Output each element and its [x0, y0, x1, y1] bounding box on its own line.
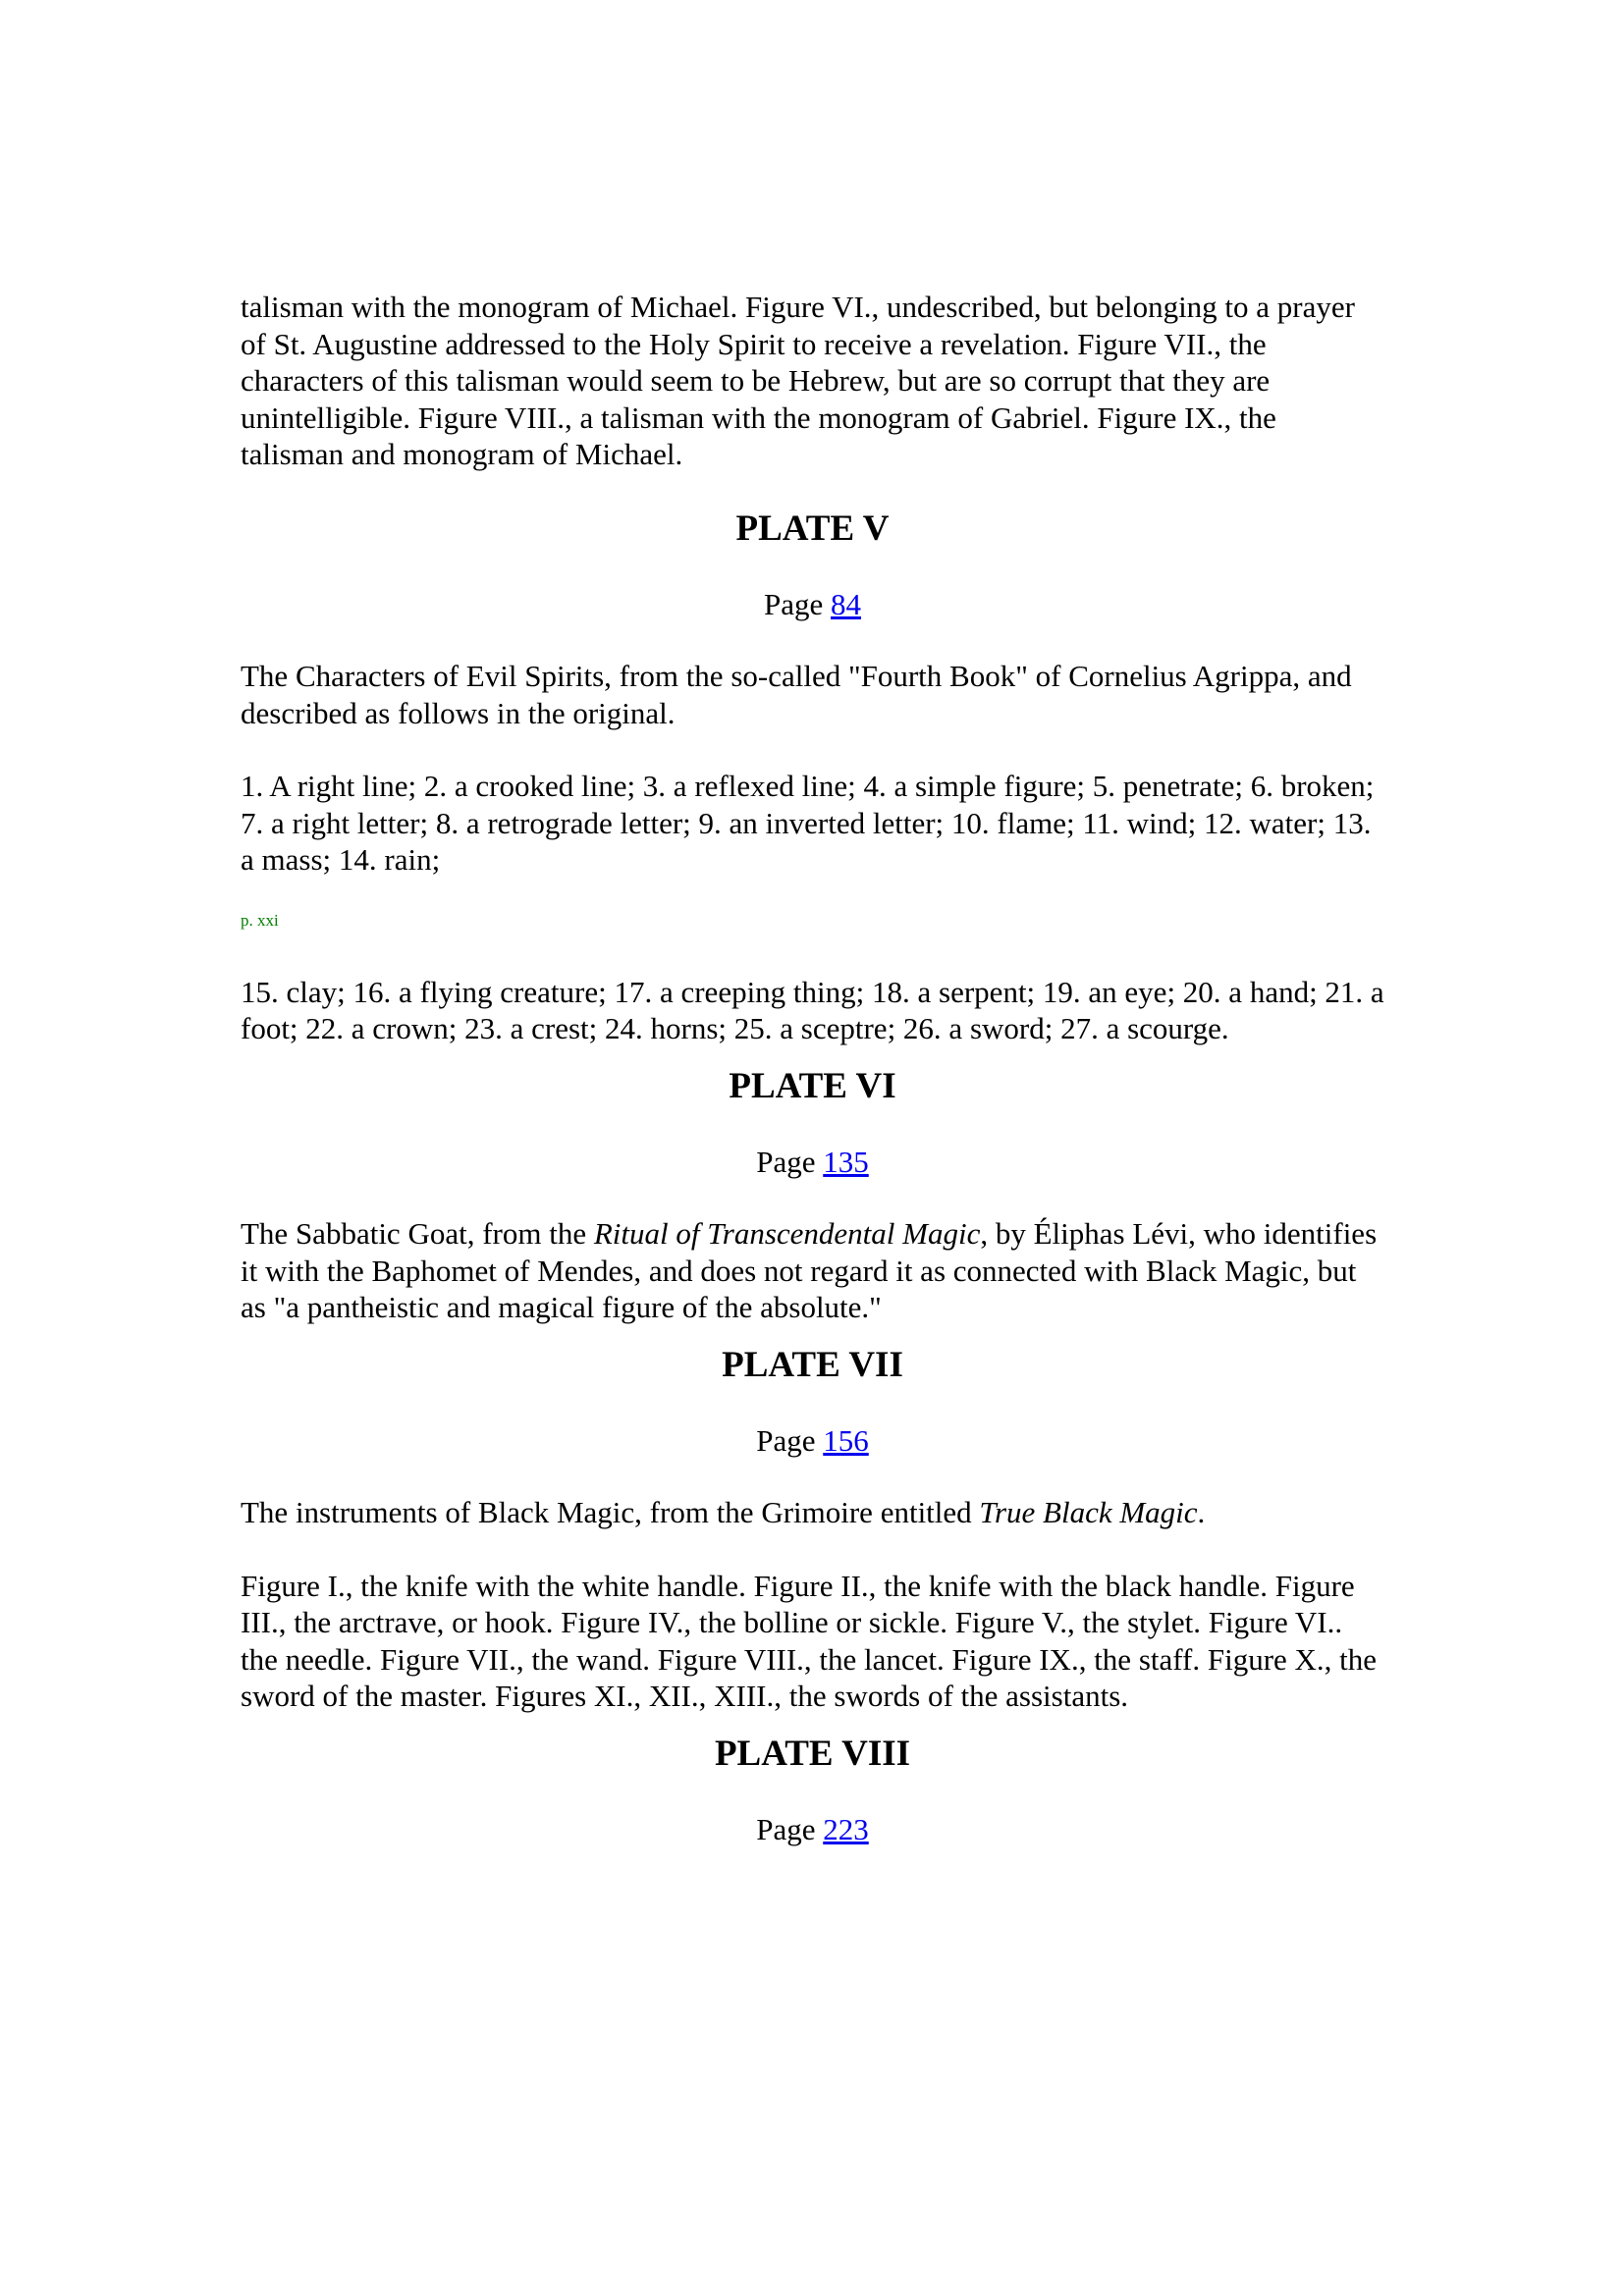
plate-6-description: [241, 1215, 1384, 1326]
page-label: Page: [756, 1144, 816, 1179]
plate-5-page-ref: [241, 586, 1384, 623]
page-223-link[interactable]: 223: [823, 1811, 869, 1846]
plate-8-heading: PLATE VIII: [714, 1733, 911, 1774]
plate-8-page-ref: [241, 1811, 1384, 1848]
page-156-link[interactable]: 156: [823, 1422, 869, 1458]
plate-6-page-ref: [241, 1144, 1384, 1181]
plate-7-description: [241, 1494, 1384, 1531]
plate-7-text-a: The instruments of Black Magic, from the Grimoire entitled: [241, 1495, 980, 1529]
page-label: Page: [756, 1811, 816, 1846]
plate-7-heading: PLATE VII: [722, 1344, 903, 1385]
page-84-link[interactable]: 84: [831, 586, 861, 621]
document-page: [241, 289, 1384, 1883]
plate-7-book-title: True Black Magic: [979, 1495, 1198, 1529]
plate-5-heading: PLATE V: [735, 507, 890, 549]
plate-6-heading: PLATE VI: [729, 1065, 896, 1106]
plate-5-characters-list: 1. A right line; 2. a crooked line; 3. a reflexed line; 4. a simple figure; 5. penetrate; 6. broken; 7. a right letter; 8. a retrograde letter; 9. an inverted letter; 10. flame; 11. wind; 12. water; 13. a mass; 14. rain;: [241, 769, 1375, 877]
plate-6-book-title: Ritual of Transcendental Magic: [593, 1216, 981, 1251]
plate-6-text-a: The Sabbatic Goat, from the: [241, 1216, 594, 1251]
page-label: Page: [756, 1422, 816, 1458]
plate-7-figures-list: Figure I., the knife with the white handle. Figure II., the knife with the black handle. Figure III., the arctrave, or hook. Figure IV., the bolline or sickle. Figure V., the stylet. Figure VI.. the needle. Figure VII., the wand. Figure VIII., the lancet. Figure IX., the staff. Figure X., the sword of the master. Figures XI., XII., XIII., the swords of the assistants.: [241, 1568, 1378, 1713]
page-marker: p. xxi: [241, 910, 279, 930]
plate-7-page-ref: [241, 1422, 1384, 1460]
plate-6-text-b: , by Éliphas Lévi, who identifies it with the Baphomet of Mendes, and does not regard it as connected with Black Magic, but as "a pantheistic and magical figure of the absolute.": [241, 1216, 1378, 1324]
plate-7-text-b: .: [1197, 1495, 1206, 1529]
plate-5-characters-list-continued: 15. clay; 16. a flying creature; 17. a creeping thing; 18. a serpent; 19. an eye; 20. a hand; 21. a foot; 22. a crown; 23. a crest; 24. horns; 25. a sceptre; 26. a sword; 27. a scourge.: [241, 974, 1384, 1045]
intro-paragraph: talisman with the monogram of Michael. Figure VI., undescribed, but belonging to a prayer of St. Augustine addressed to the Holy Spirit to receive a revelation. Figure VII., the characters of this talisman would seem to be Hebrew, but are so corrupt that they are unintelligible. Figure VIII., a talisman with the monogram of Gabriel. Figure IX., the talisman and monogram of Michael.: [241, 290, 1355, 471]
page-label: Page: [763, 586, 824, 621]
page-135-link[interactable]: 135: [823, 1144, 869, 1179]
plate-5-description: The Characters of Evil Spirits, from the so-called "Fourth Book" of Cornelius Agrippa, and described as follows in the original.: [241, 659, 1352, 730]
